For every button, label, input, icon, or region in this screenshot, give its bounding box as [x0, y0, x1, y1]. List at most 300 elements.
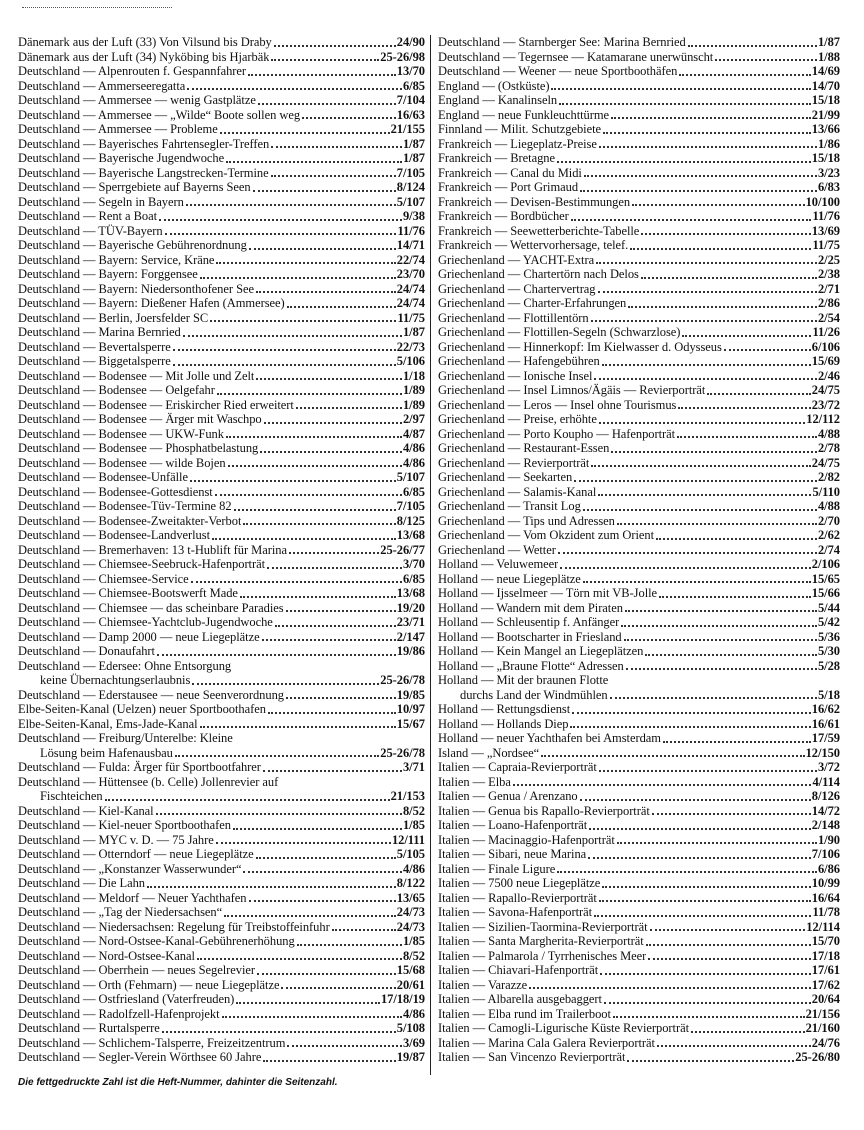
- index-entry: [438, 383, 840, 398]
- dot-leader: [691, 1030, 805, 1033]
- dot-leader: [157, 653, 396, 656]
- footnote: Die fettgedruckte Zahl ist die Heft-Nummer, dahinter die Seitenzahl.: [18, 1077, 338, 1088]
- index-entry: [18, 209, 425, 224]
- issue-page-ref: 2/74: [817, 542, 840, 557]
- issue-page-ref: 16/64: [811, 890, 840, 905]
- entry-title: Deutschland — Bodensee-Landverlust: [18, 528, 210, 542]
- issue-page-ref: 25-26/77: [380, 542, 425, 557]
- entry-title: Deutschland — Freiburg/Unterelbe: Kleine: [18, 731, 233, 745]
- issue-page-ref: 20/61: [396, 977, 425, 992]
- index-entry: [438, 470, 840, 485]
- entry-title: England — neue Funkleuchttürme: [438, 107, 610, 122]
- entry-title: Deutschland — Edersee: Ohne Entsorgung: [18, 658, 232, 673]
- index-entry: [438, 934, 840, 949]
- index-entry: [438, 354, 840, 369]
- entry-title: Deutschland — Alpenrouten f. Gespannfahrer: [18, 64, 247, 78]
- issue-page-ref: 2/54: [817, 310, 840, 325]
- dot-leader: [630, 247, 811, 250]
- index-entry: [18, 485, 425, 500]
- entry-title: Griechenland — Transit Log: [438, 499, 581, 513]
- index-entry: [438, 586, 840, 601]
- issue-page-ref: 8/52: [402, 803, 425, 818]
- entry-title: Griechenland — Revierporträt: [438, 455, 590, 470]
- entry-title: Holland — Ijsselmeer — Törn mit VB-Jolle: [438, 586, 658, 600]
- issue-page-ref: 1/90: [817, 832, 840, 847]
- dot-leader: [570, 725, 810, 728]
- entry-title: Deutschland — Bremerhaven: 13 t-Hublift für Marina: [18, 542, 287, 557]
- issue-page-ref: 9/38: [402, 209, 425, 223]
- issue-page-ref: 12/114: [806, 919, 840, 934]
- dot-leader: [584, 174, 817, 177]
- entry-title: Griechenland — Ionische Insel: [438, 368, 593, 383]
- entry-title: Frankreich — Canal du Midi: [438, 165, 582, 180]
- index-entry: [18, 775, 425, 804]
- issue-page-ref: 5/107: [396, 470, 425, 484]
- issue-page-ref: 20/64: [811, 992, 840, 1006]
- issue-page-ref: 19/85: [396, 687, 425, 702]
- dot-leader: [249, 247, 396, 250]
- entry-title: Deutschland — Hüttensee (b. Celle) Jollenrevier auf: [18, 774, 279, 789]
- issue-page-ref: 19/86: [396, 644, 425, 658]
- issue-page-ref: 6/85: [402, 78, 425, 93]
- index-entry: [18, 325, 425, 340]
- dot-leader: [602, 363, 811, 366]
- entry-title: Deutschland — Radolfzell-Hafenprojekt: [18, 1006, 220, 1021]
- dot-leader: [268, 711, 396, 714]
- index-entry: [18, 427, 425, 442]
- index-entry: [438, 238, 840, 253]
- index-entry: [18, 543, 425, 558]
- entry-title: Deutschland — Bodensee-Zweitakter-Verbot: [18, 513, 242, 528]
- index-entry: [18, 35, 425, 50]
- dot-leader: [197, 957, 402, 960]
- index-entry: [438, 1021, 840, 1036]
- index-entry: [18, 920, 425, 935]
- index-entry: [18, 891, 425, 906]
- index-entry: [438, 398, 840, 413]
- entry-title: Deutschland — Ederstausee — neue Seenverordnung: [18, 687, 284, 702]
- entry-title: Italien — Albarella ausgebaggert: [438, 992, 602, 1006]
- column-divider: [430, 35, 431, 1075]
- issue-page-ref: 8/52: [402, 948, 425, 963]
- entry-title: Holland — neuer Yachthafen bei Amsterdam: [438, 731, 661, 745]
- entry-title: Holland — Hollands Diep: [438, 716, 569, 731]
- issue-page-ref: 5/105: [396, 847, 425, 861]
- index-entry: [438, 427, 840, 442]
- entry-title: Deutschland — Donaufahrt: [18, 644, 155, 658]
- issue-page-ref: 2/82: [817, 470, 840, 484]
- issue-page-ref: 1/87: [817, 35, 840, 49]
- dot-leader: [249, 899, 396, 902]
- dot-leader: [226, 435, 402, 438]
- dot-leader: [599, 769, 817, 772]
- issue-page-ref: 21/155: [390, 122, 425, 136]
- index-entry: [18, 514, 425, 529]
- dot-leader: [191, 580, 402, 583]
- entry-title: Deutschland — Bayerische Jugendwoche: [18, 151, 225, 165]
- index-entry: [18, 876, 425, 891]
- entry-title: Deutschland — Bodensee — wilde Bojen: [18, 455, 226, 470]
- index-entry: [18, 296, 425, 311]
- entry-title: Deutschland — Orth (Fehmarn) — neue Liegeplätze: [18, 977, 280, 992]
- entry-continuation: [438, 688, 840, 703]
- entry-title: Griechenland — Porto Koupho — Hafenporträt: [438, 426, 676, 441]
- dot-leader: [602, 885, 810, 888]
- index-entry: [18, 905, 425, 920]
- dot-leader: [610, 696, 817, 699]
- dot-leader: [580, 189, 817, 192]
- entry-title: Deutschland — Weener — neue Sportboothäfen: [438, 64, 678, 78]
- dot-leader: [513, 783, 812, 786]
- entry-title: Deutschland — „Konstanzer Wasserwunder“: [18, 861, 242, 876]
- entry-title: Griechenland — Insel Limnos/Ägäis — Revierporträt: [438, 383, 706, 397]
- entry-title: Deutschland — Sperrgebiete auf Bayerns Seen: [18, 180, 251, 194]
- index-entry: [438, 775, 840, 790]
- entry-title: Deutschland — Chiemsee-Bootswerft Made: [18, 586, 238, 600]
- index-entry: [438, 615, 840, 630]
- issue-page-ref: 11/26: [812, 325, 840, 339]
- dot-leader: [611, 450, 817, 453]
- index-entry: [438, 601, 840, 616]
- issue-page-ref: 5/107: [396, 194, 425, 209]
- dot-leader: [236, 1001, 380, 1004]
- dot-leader: [625, 609, 817, 612]
- dot-leader: [557, 160, 811, 163]
- entry-title: Deutschland — Die Lahn: [18, 876, 145, 890]
- dot-leader: [624, 638, 817, 641]
- dot-leader: [603, 131, 811, 134]
- index-entry: [18, 1021, 425, 1036]
- index-entry: [438, 412, 840, 427]
- issue-page-ref: 1/18: [402, 368, 425, 383]
- dot-leader: [600, 972, 811, 975]
- entry-title: Deutschland — Damp 2000 — neue Liegeplätze: [18, 629, 260, 644]
- issue-page-ref: 15/68: [396, 963, 425, 977]
- issue-page-ref: 11/78: [812, 905, 840, 919]
- issue-page-ref: 1/85: [402, 934, 425, 948]
- index-entry: [438, 789, 840, 804]
- issue-page-ref: 6/86: [817, 861, 840, 876]
- entry-title: Deutschland — Bevertalsperre: [18, 339, 171, 354]
- issue-page-ref: 4/88: [817, 426, 840, 441]
- dot-leader: [222, 1015, 402, 1018]
- issue-page-ref: 22/73: [396, 339, 425, 354]
- dot-leader: [641, 232, 810, 235]
- issue-page-ref: 1/87: [402, 325, 425, 339]
- index-entry: [438, 514, 840, 529]
- index-entry: [18, 818, 425, 833]
- entry-title: Italien — Palmarola / Tyrrhenisches Meer: [438, 948, 647, 963]
- issue-page-ref: 4/88: [817, 499, 840, 513]
- index-entry: [18, 267, 425, 282]
- dot-leader: [599, 421, 805, 424]
- entry-title: Griechenland — Hinnerkopf: Im Kielwasser d. Odysseus: [438, 339, 722, 354]
- entry-title: Deutschland — Chiemsee — das scheinbare Paradies: [18, 600, 284, 615]
- dot-leader: [558, 551, 817, 554]
- index-entry: [18, 166, 425, 181]
- issue-page-ref: 1/89: [402, 397, 425, 412]
- entry-title: Deutschland — Fulda: Ärger für Sportbootfahrer: [18, 760, 261, 774]
- dot-leader: [287, 305, 396, 308]
- dot-leader: [200, 276, 396, 279]
- entry-title: Deutschland — Ammersee — wenig Gastplätze: [18, 93, 256, 107]
- issue-page-ref: 4/114: [812, 774, 840, 789]
- issue-page-ref: 2/38: [817, 267, 840, 281]
- entry-title: Elbe-Seiten-Kanal, Ems-Jade-Kanal: [18, 716, 198, 731]
- dot-leader: [175, 754, 379, 757]
- index-entry: [438, 499, 840, 514]
- dot-leader: [159, 218, 402, 221]
- entry-title: Deutschland — Chiemsee-Service: [18, 571, 189, 586]
- entry-title: Deutschland — Bodensee — Eriskircher Ried erweitert: [18, 397, 294, 412]
- issue-page-ref: 3/71: [402, 760, 425, 774]
- issue-page-ref: 13/68: [396, 586, 425, 600]
- entry-title: Deutschland — Segeln in Bayern: [18, 194, 184, 209]
- index-entry: [18, 50, 425, 65]
- issue-page-ref: 6/85: [402, 571, 425, 586]
- entry-title: Holland — neue Liegeplätze: [438, 571, 581, 586]
- issue-page-ref: 16/61: [811, 716, 840, 731]
- dot-leader: [228, 464, 402, 467]
- issue-page-ref: 6/106: [811, 339, 840, 354]
- issue-page-ref: 17/62: [811, 977, 840, 992]
- index-entry: [438, 659, 840, 674]
- entry-title: Italien — Santa Margherita-Revierporträt: [438, 934, 644, 948]
- index-entry: [18, 992, 425, 1007]
- issue-page-ref: 6/83: [817, 180, 840, 194]
- issue-page-ref: 13/70: [396, 64, 425, 78]
- entry-continuation: [18, 746, 425, 761]
- index-entry: [438, 760, 840, 775]
- dot-leader: [641, 276, 817, 279]
- issue-page-ref: 7/105: [396, 165, 425, 180]
- entry-title: Italien — 7500 neue Liegeplätze: [438, 876, 601, 890]
- entry-title: Deutschland — Ostfriesland (Vaterfreuden): [18, 992, 235, 1006]
- index-entry: [438, 818, 840, 833]
- issue-page-ref: 8/124: [396, 180, 425, 194]
- issue-page-ref: 23/71: [396, 615, 425, 629]
- dot-leader: [286, 609, 396, 612]
- dot-leader: [264, 421, 402, 424]
- index-entry: [438, 151, 840, 166]
- entry-title: England — (Ostküste): [438, 78, 550, 93]
- index-entry: [18, 557, 425, 572]
- index-entry: [438, 224, 840, 239]
- entry-title: Italien — Elba: [438, 774, 511, 789]
- dot-leader: [678, 406, 810, 409]
- entry-title: England — Kanalinseln: [438, 93, 558, 107]
- issue-page-ref: 17/18: [811, 948, 840, 963]
- entry-title: Deutschland — Rent a Boat: [18, 209, 157, 223]
- entry-title: Deutschland — Niedersachsen: Regelung für Treibstoffeinfuhr: [18, 919, 330, 934]
- issue-page-ref: 16/62: [811, 702, 840, 716]
- issue-page-ref: 11/76: [397, 223, 425, 238]
- issue-page-ref: 2/106: [811, 557, 840, 571]
- dot-leader: [271, 145, 402, 148]
- index-entry: [18, 398, 425, 413]
- entry-title: Italien — Genua / Arenzano: [438, 789, 578, 803]
- index-column-left: [18, 35, 425, 1065]
- dot-leader: [215, 493, 402, 496]
- dot-leader: [596, 261, 817, 264]
- index-entry: [18, 717, 425, 732]
- dot-leader: [243, 522, 395, 525]
- index-entry: [18, 963, 425, 978]
- index-entry: [438, 717, 840, 732]
- dot-leader: [621, 624, 817, 627]
- dot-leader: [557, 870, 817, 873]
- issue-page-ref: 11/75: [397, 310, 425, 325]
- index-entry: [18, 137, 425, 152]
- issue-page-ref: 10/100: [805, 194, 840, 209]
- index-entry: [18, 412, 425, 427]
- issue-page-ref: 24/74: [396, 296, 425, 310]
- issue-page-ref: 15/18: [811, 151, 840, 165]
- issue-page-ref: 3/72: [817, 760, 840, 774]
- entry-title: Deutschland — Nord-Ostsee-Kanal-Gebührenerhöhung: [18, 934, 295, 948]
- entry-title: Italien — Rapallo-Revierporträt: [438, 890, 597, 905]
- dot-leader: [663, 740, 811, 743]
- entry-title: Deutschland — Bayern: Niedersonthofener See: [18, 281, 254, 296]
- index-entry: [438, 543, 840, 558]
- entry-title: Italien — Savona-Hafenporträt: [438, 905, 593, 919]
- entry-title: Dänemark aus der Luft (34) Nyköbing bis Hjarbäk: [18, 49, 270, 64]
- index-entry: [18, 615, 425, 630]
- index-entry: [438, 108, 840, 123]
- index-entry: [18, 630, 425, 645]
- entry-title: Frankreich — Bretagne: [438, 151, 555, 165]
- issue-page-ref: 15/70: [811, 934, 840, 948]
- issue-page-ref: 15/69: [811, 354, 840, 368]
- issue-page-ref: 5/44: [817, 600, 840, 615]
- index-entry: [438, 949, 840, 964]
- dot-leader: [598, 290, 817, 293]
- dot-leader: [257, 972, 396, 975]
- index-entry: [438, 644, 840, 659]
- dot-leader: [224, 914, 396, 917]
- index-entry: [438, 572, 840, 587]
- index-entry: [18, 833, 425, 848]
- index-entry: [18, 470, 425, 485]
- dot-leader: [192, 682, 379, 685]
- index-entry: [18, 1007, 425, 1022]
- issue-page-ref: 23/72: [811, 397, 840, 412]
- entry-title: Holland — Bootscharter in Friesland: [438, 629, 622, 644]
- dot-leader: [617, 522, 817, 525]
- index-entry: [438, 340, 840, 355]
- issue-page-ref: 4/86: [402, 441, 425, 455]
- issue-page-ref: 6/85: [402, 484, 425, 499]
- entry-title: Deutschland — Bodensee — Phosphatbelastung: [18, 441, 259, 455]
- index-entry: [438, 833, 840, 848]
- entry-title: Frankreich — Wettervorhersage, telef.: [438, 238, 629, 252]
- entry-title: Deutschland — Ammersee — „Wilde“ Boote sollen weg: [18, 107, 301, 122]
- index-entry: [18, 282, 425, 297]
- dot-leader: [287, 1044, 402, 1047]
- dot-leader: [156, 812, 402, 815]
- entry-title: Griechenland — Chartervertrag: [438, 281, 596, 296]
- index-entry: [438, 325, 840, 340]
- index-entry: [18, 601, 425, 616]
- dot-leader: [186, 203, 396, 206]
- index-entry: [438, 296, 840, 311]
- index-entry: [18, 238, 425, 253]
- issue-page-ref: 8/126: [811, 789, 840, 803]
- dot-leader: [646, 943, 811, 946]
- issue-page-ref: 14/72: [811, 803, 840, 818]
- index-entry: [18, 456, 425, 471]
- dot-leader: [645, 653, 817, 656]
- dot-leader: [289, 551, 379, 554]
- entry-title: Deutschland — Tegernsee — Katamarane unerwünscht: [438, 49, 714, 64]
- index-entry: [18, 64, 425, 79]
- dot-leader: [677, 435, 817, 438]
- dot-leader: [262, 638, 396, 641]
- dot-leader: [626, 667, 817, 670]
- entry-title: Island — „Nordsee“: [438, 745, 540, 760]
- entry-title: Griechenland — Vom Okzident zum Orient: [438, 528, 654, 542]
- entry-title: Deutschland — Bayerische Langstrecken-Termine: [18, 165, 269, 180]
- index-entry: [18, 1036, 425, 1051]
- entry-title: Griechenland — Salamis-Kanal: [438, 484, 597, 499]
- index-entry: [18, 760, 425, 775]
- dot-leader: [652, 812, 811, 815]
- index-entry: [438, 1036, 840, 1051]
- index-entry: [438, 282, 840, 297]
- index-entry: [18, 383, 425, 398]
- issue-page-ref: 5/42: [817, 615, 840, 629]
- entry-title: Holland — Mit der braunen Flotte: [438, 673, 609, 687]
- entry-title: Frankreich — Bordbücher: [438, 209, 569, 223]
- index-entry: [18, 180, 425, 195]
- dot-leader: [598, 493, 811, 496]
- entry-title: Deutschland — Chiemsee-Yachtclub-Jugendwoche: [18, 615, 273, 629]
- issue-page-ref: 2/70: [817, 513, 840, 528]
- index-entry: [438, 267, 840, 282]
- dot-leader: [240, 595, 396, 598]
- dot-leader: [551, 87, 810, 90]
- dot-leader: [216, 841, 391, 844]
- issue-page-ref: 5/18: [817, 687, 840, 702]
- dot-leader: [599, 145, 817, 148]
- dot-leader: [190, 479, 396, 482]
- issue-page-ref: 13/65: [396, 890, 425, 905]
- dot-leader: [281, 986, 395, 989]
- issue-page-ref: 1/87: [402, 136, 425, 151]
- dot-leader: [216, 261, 395, 264]
- index-entry: [18, 586, 425, 601]
- issue-page-ref: 15/65: [811, 571, 840, 586]
- entry-title: Italien — Varazze: [438, 977, 528, 992]
- dot-leader: [679, 73, 810, 76]
- index-entry: [438, 862, 840, 877]
- issue-page-ref: 15/66: [811, 586, 840, 600]
- dot-leader: [688, 44, 817, 47]
- dot-leader: [632, 203, 805, 206]
- issue-page-ref: 17/59: [811, 731, 840, 745]
- entry-title: Italien — Chiavari-Hafenporträt: [438, 963, 599, 977]
- entry-title: Griechenland — Chartertörn nach Delos: [438, 267, 639, 281]
- issue-page-ref: 21/153: [390, 789, 425, 803]
- issue-page-ref: 2/62: [817, 528, 840, 542]
- entry-title: Deutschland — MYC v. D. — 75 Jahre: [18, 832, 214, 847]
- entry-title: Deutschland — TÜV-Bayern: [18, 223, 163, 238]
- entry-title: Deutschland — Rurtalsperre: [18, 1021, 160, 1035]
- issue-page-ref: 4/86: [402, 861, 425, 876]
- dot-leader: [271, 58, 379, 61]
- index-entry: [438, 441, 840, 456]
- dot-leader: [286, 696, 396, 699]
